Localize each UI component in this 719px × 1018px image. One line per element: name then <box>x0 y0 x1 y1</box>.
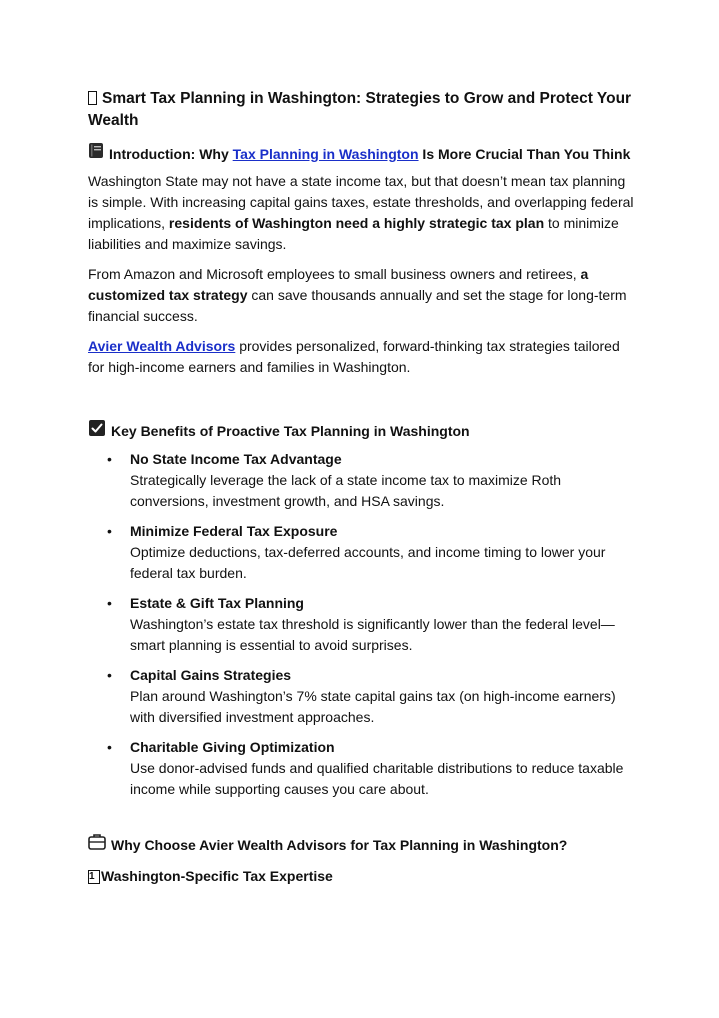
bullet: • <box>107 739 112 755</box>
benefit-title: Capital Gains Strategies <box>130 667 292 683</box>
list-item <box>88 521 636 584</box>
list-item <box>88 449 636 512</box>
bullet: • <box>107 451 112 467</box>
missing-glyph-icon <box>88 91 97 105</box>
benefit-title: Minimize Federal Tax Exposure <box>130 523 338 539</box>
document-page <box>88 88 636 887</box>
list-item <box>88 665 636 728</box>
tax-planning-washington-link[interactable]: Tax Planning in Washington <box>232 145 419 162</box>
benefit-title: Charitable Giving Optimization <box>130 739 335 755</box>
list-item <box>88 737 636 800</box>
intro-heading: Introduction: Why Tax Planning in Washington Is More Crucial Than You Think <box>88 142 636 165</box>
avier-wealth-advisors-link[interactable]: Avier Wealth Advisors <box>88 338 236 354</box>
benefit-description: Strategically leverage the lack of a state income tax to maximize Roth conversions, investment growth, and HSA savings. <box>130 472 562 509</box>
page-title: Smart Tax Planning in Washington: Strategies to Grow and Protect Your Wealth <box>88 90 632 129</box>
expertise-subheading: 1 Washington-Specific Tax Expertise <box>89 868 333 884</box>
intro-paragraph-1: Washington State may not have a state income tax, but that doesn’t mean tax planning is simple. With increasing capital gains taxes, estate thresholds, and overlapping federal implications, residents of Washington need a highly strategic tax plan to minimize liabilities and maximize savings. <box>88 173 634 252</box>
why-choose-heading: Why Choose Avier Wealth Advisors for Tax Planning in Washington? <box>88 833 636 856</box>
bullet: • <box>107 523 112 539</box>
list-item <box>88 593 636 656</box>
benefit-description: Optimize deductions, tax-deferred accounts, and income timing to lower your federal tax burden. <box>130 544 606 581</box>
benefit-description: Plan around Washington’s 7% state capital gains tax (on high-income earners) with diversified investment approaches. <box>130 688 616 725</box>
check-box-icon <box>88 419 106 443</box>
bullet: • <box>107 595 112 611</box>
book-icon <box>88 142 104 165</box>
intro-paragraph-2: From Amazon and Microsoft employees to small business owners and retirees, a customized tax strategy can save thousands annually and set the stage for long-term financial success. <box>88 266 627 324</box>
benefit-title: Estate & Gift Tax Planning <box>130 595 304 611</box>
benefit-description: Use donor-advised funds and qualified charitable distributions to reduce taxable income while supporting causes you care about. <box>130 760 624 797</box>
benefit-title: No State Income Tax Advantage <box>130 451 342 467</box>
intro-paragraph-3: Avier Wealth Advisors provides personalized, forward-thinking tax strategies tailored for high-income earners and families in Washington. <box>88 338 620 375</box>
number-one-icon: 1 <box>88 870 100 884</box>
benefit-description: Washington’s estate tax threshold is significantly lower than the federal level—smart planning is essential to avoid surprises. <box>130 616 615 653</box>
briefcase-icon <box>88 833 106 856</box>
benefits-list <box>88 449 636 800</box>
bullet: • <box>107 667 112 683</box>
benefits-heading: Key Benefits of Proactive Tax Planning in Washington <box>88 419 636 443</box>
